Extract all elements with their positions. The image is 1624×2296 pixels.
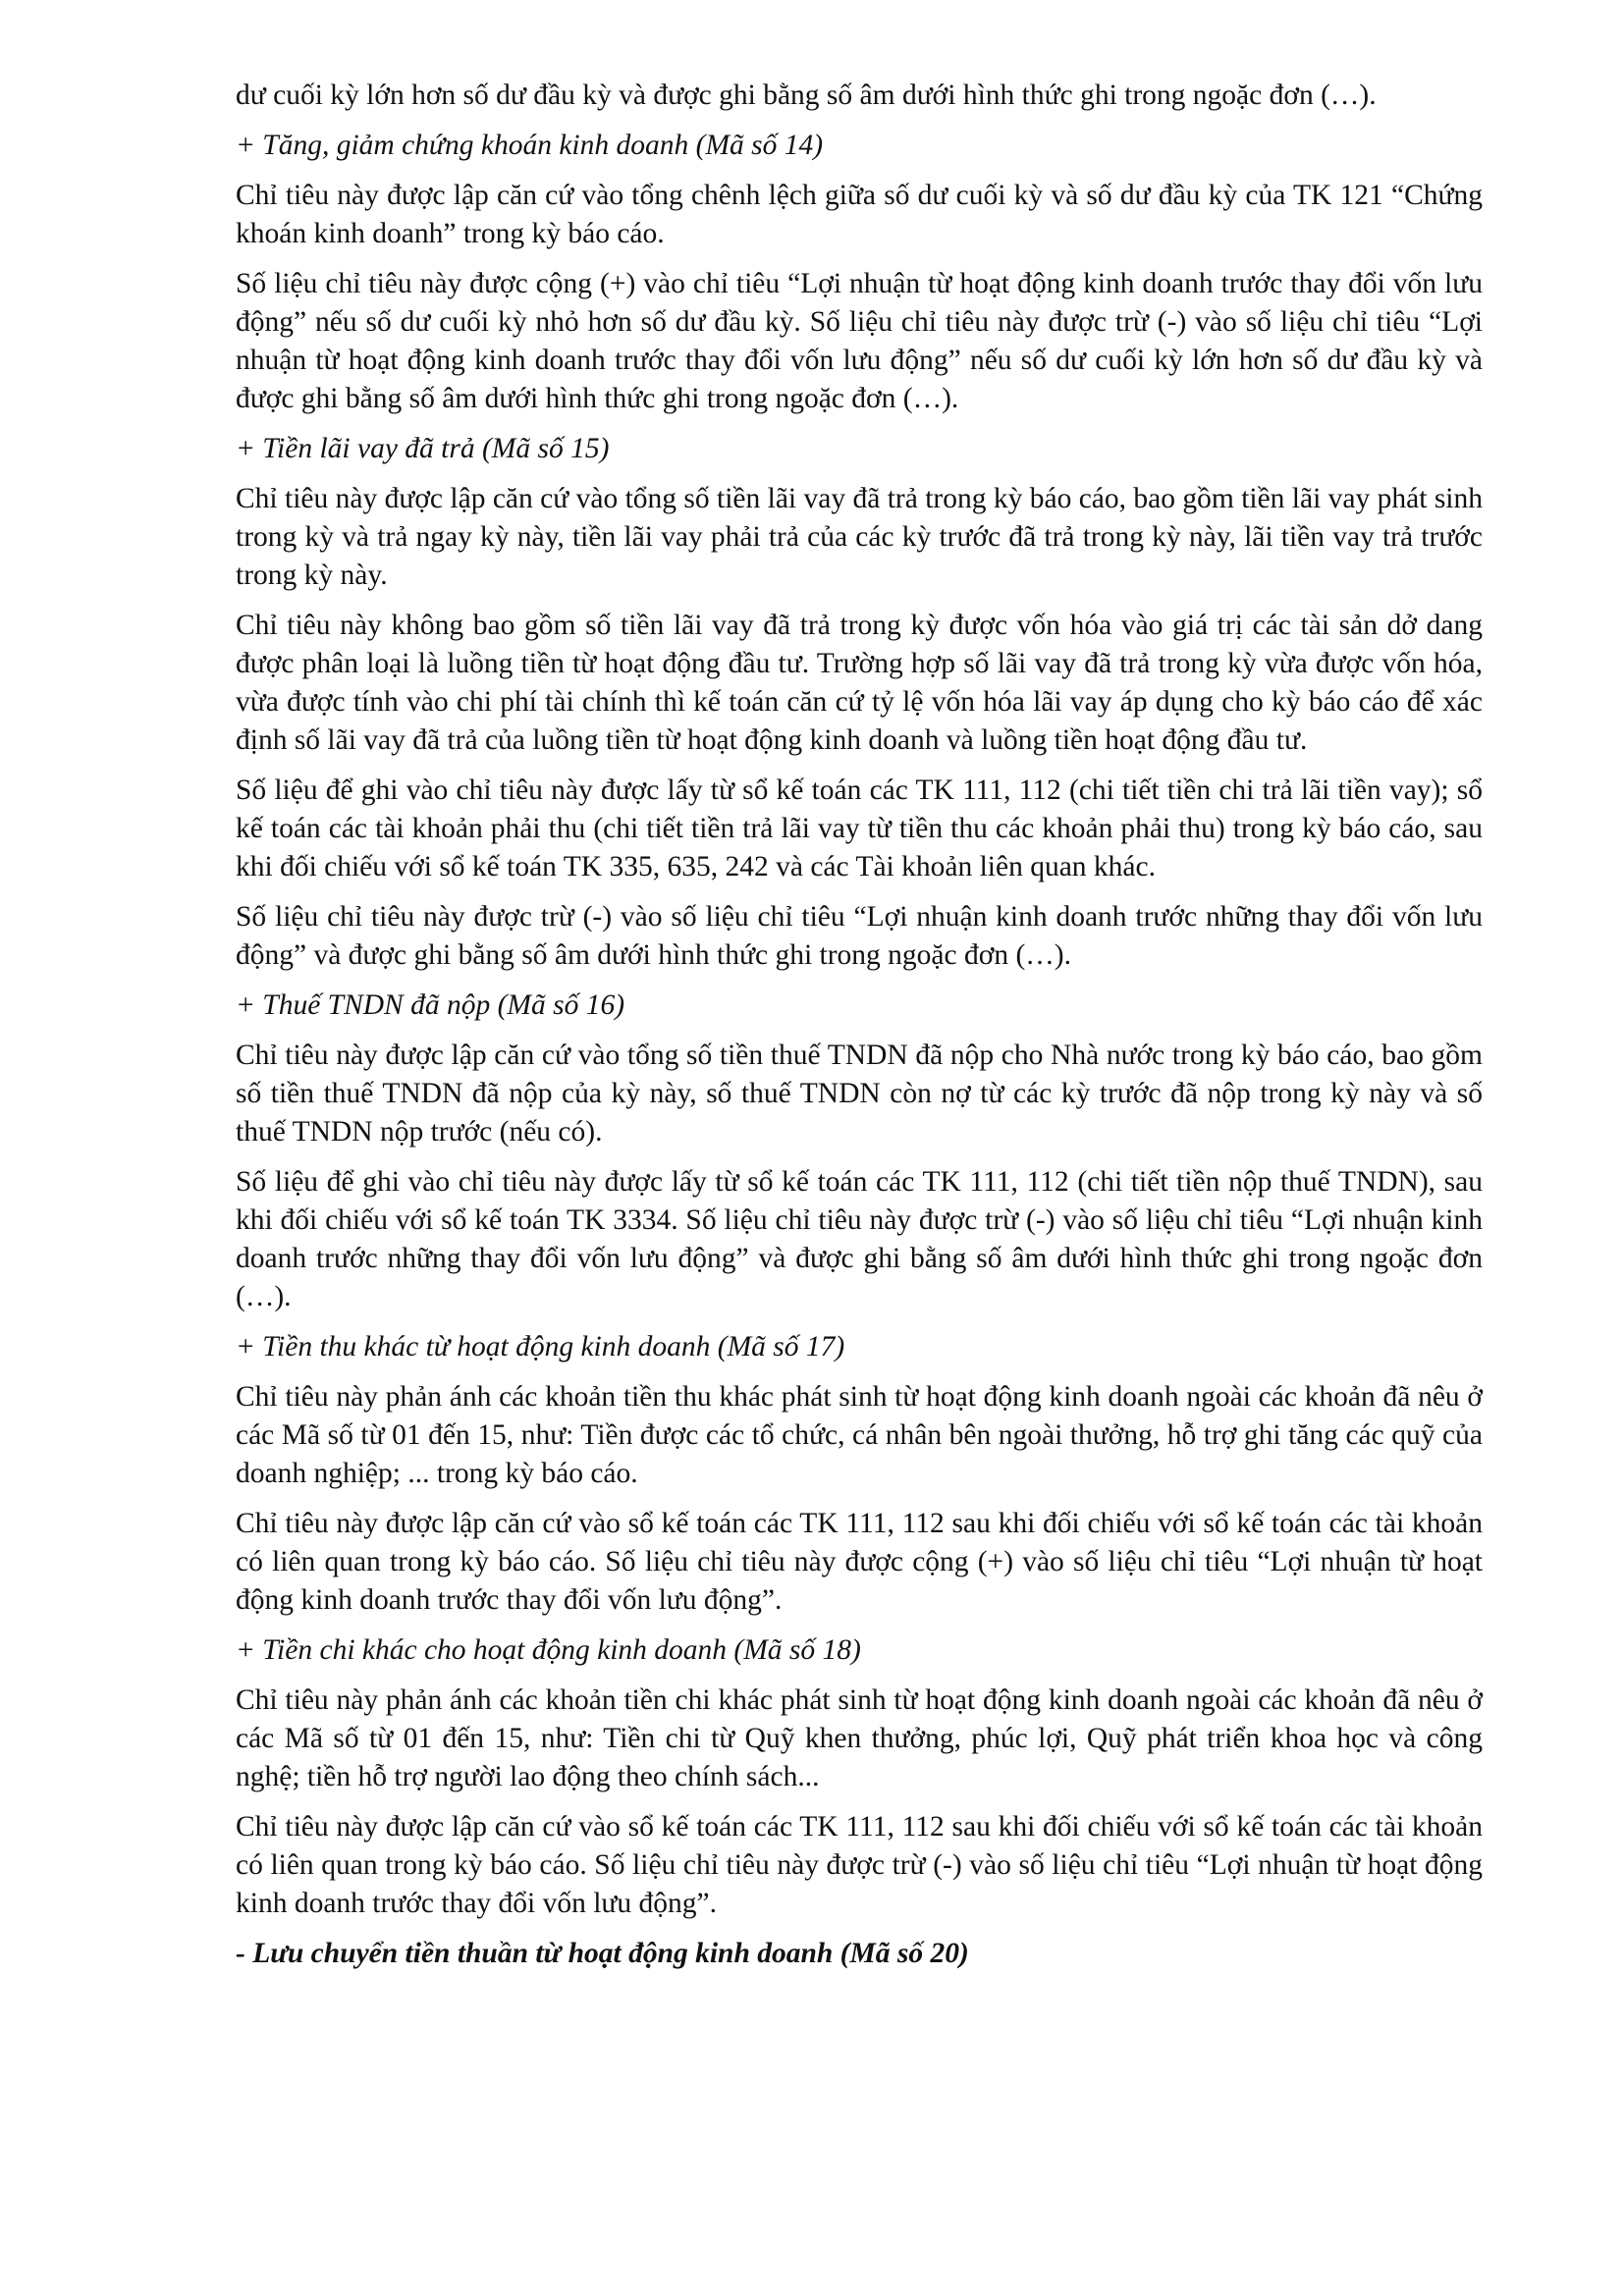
- heading-ma-so-17: + Tiền thu khác từ hoạt động kinh doanh (Mã số 17): [236, 1331, 845, 1362]
- heading-ma-so-20: - Lưu chuyển tiền thuần từ hoạt động kinh doanh (Mã số 20): [236, 1938, 969, 1969]
- heading-ma-so-18: + Tiền chi khác cho hoạt động kinh doanh (Mã số 18): [236, 1634, 861, 1666]
- paragraph: Chỉ tiêu này phản ánh các khoản tiền thu khác phát sinh từ hoạt động kinh doanh ngoài các khoản đã nêu ở các Mã số từ 01 đến 15, như: Tiền được các tổ chức, cá nhân bên ngoài thưởng, hỗ trợ ghi tăng các quỹ của doanh nghiệp; ... trong kỳ báo cáo.: [236, 1381, 1483, 1489]
- paragraph: Chỉ tiêu này được lập căn cứ vào tổng số tiền lãi vay đã trả trong kỳ báo cáo, bao gồm tiền lãi vay phát sinh trong kỳ và trả ngay kỳ này, tiền lãi vay phải trả của các kỳ trước đã trả trong kỳ này, lãi tiền vay trả trước trong kỳ này.: [236, 483, 1483, 591]
- paragraph: Chỉ tiêu này phản ánh các khoản tiền chi khác phát sinh từ hoạt động kinh doanh ngoài các khoản đã nêu ở các Mã số từ 01 đến 15, như: Tiền chi từ Quỹ khen thưởng, phúc lợi, Quỹ phát triển khoa học và công nghệ; tiền hỗ trợ người lao động theo chính sách...: [236, 1684, 1483, 1792]
- paragraph: Số liệu để ghi vào chỉ tiêu này được lấy từ sổ kế toán các TK 111, 112 (chi tiết tiền nộp thuế TNDN), sau khi đối chiếu với sổ kế toán TK 3334. Số liệu chỉ tiêu này được trừ (-) vào số liệu chỉ tiêu “Lợi nhuận kinh doanh trước những thay đổi vốn lưu động” và được ghi bằng số âm dưới hình thức ghi trong ngoặc đơn (…).: [236, 1166, 1483, 1312]
- paragraph: Chỉ tiêu này được lập căn cứ vào sổ kế toán các TK 111, 112 sau khi đối chiếu với sổ kế toán các tài khoản có liên quan trong kỳ báo cáo. Số liệu chỉ tiêu này được trừ (-) vào số liệu chỉ tiêu “Lợi nhuận từ hoạt động kinh doanh trước thay đổi vốn lưu động”.: [236, 1811, 1483, 1919]
- heading-ma-so-16: + Thuế TNDN đã nộp (Mã số 16): [236, 989, 625, 1021]
- heading-ma-so-14: + Tăng, giảm chứng khoán kinh doanh (Mã số 14): [236, 130, 824, 161]
- document-page: [236, 77, 1483, 1985]
- paragraph: Số liệu để ghi vào chỉ tiêu này được lấy từ sổ kế toán các TK 111, 112 (chi tiết tiền chi trả lãi tiền vay); sổ kế toán các tài khoản phải thu (chi tiết tiền trả lãi vay từ tiền thu các khoản phải thu) trong kỳ báo cáo, sau khi đối chiếu với sổ kế toán TK 335, 635, 242 và các Tài khoản liên quan khác.: [236, 774, 1483, 882]
- paragraph-continuation: dư cuối kỳ lớn hơn số dư đầu kỳ và được ghi bằng số âm dưới hình thức ghi trong ngoặc đơn (…).: [236, 80, 1377, 111]
- paragraph: Số liệu chỉ tiêu này được trừ (-) vào số liệu chỉ tiêu “Lợi nhuận kinh doanh trước những thay đổi vốn lưu động” và được ghi bằng số âm dưới hình thức ghi trong ngoặc đơn (…).: [236, 901, 1483, 971]
- paragraph: Chỉ tiêu này được lập căn cứ vào tổng số tiền thuế TNDN đã nộp cho Nhà nước trong kỳ báo cáo, bao gồm số tiền thuế TNDN đã nộp của kỳ này, số thuế TNDN còn nợ từ các kỳ trước đã nộp trong kỳ này và số thuế TNDN nộp trước (nếu có).: [236, 1040, 1483, 1148]
- paragraph: Số liệu chỉ tiêu này được cộng (+) vào chỉ tiêu “Lợi nhuận từ hoạt động kinh doanh trước thay đổi vốn lưu động” nếu số dư cuối kỳ nhỏ hơn số dư đầu kỳ. Số liệu chỉ tiêu này được trừ (-) vào số liệu chỉ tiêu “Lợi nhuận từ hoạt động kinh doanh trước thay đổi vốn lưu động” nếu số dư cuối kỳ lớn hơn số dư đầu kỳ và được ghi bằng số âm dưới hình thức ghi trong ngoặc đơn (…).: [236, 268, 1483, 414]
- paragraph: Chỉ tiêu này được lập căn cứ vào tổng chênh lệch giữa số dư cuối kỳ và số dư đầu kỳ của TK 121 “Chứng khoán kinh doanh” trong kỳ báo cáo.: [236, 180, 1483, 249]
- heading-ma-so-15: + Tiền lãi vay đã trả (Mã số 15): [236, 433, 610, 464]
- paragraph: Chỉ tiêu này được lập căn cứ vào sổ kế toán các TK 111, 112 sau khi đối chiếu với sổ kế toán các tài khoản có liên quan trong kỳ báo cáo. Số liệu chỉ tiêu này được cộng (+) vào số liệu chỉ tiêu “Lợi nhuận từ hoạt động kinh doanh trước thay đổi vốn lưu động”.: [236, 1508, 1483, 1616]
- paragraph: Chỉ tiêu này không bao gồm số tiền lãi vay đã trả trong kỳ được vốn hóa vào giá trị các tài sản dở dang được phân loại là luồng tiền từ hoạt động đầu tư. Trường hợp số lãi vay đã trả trong kỳ vừa được vốn hóa, vừa được tính vào chi phí tài chính thì kế toán căn cứ tỷ lệ vốn hóa lãi vay áp dụng cho kỳ báo cáo để xác định số lãi vay đã trả của luồng tiền từ hoạt động kinh doanh và luồng tiền hoạt động đầu tư.: [236, 610, 1483, 756]
